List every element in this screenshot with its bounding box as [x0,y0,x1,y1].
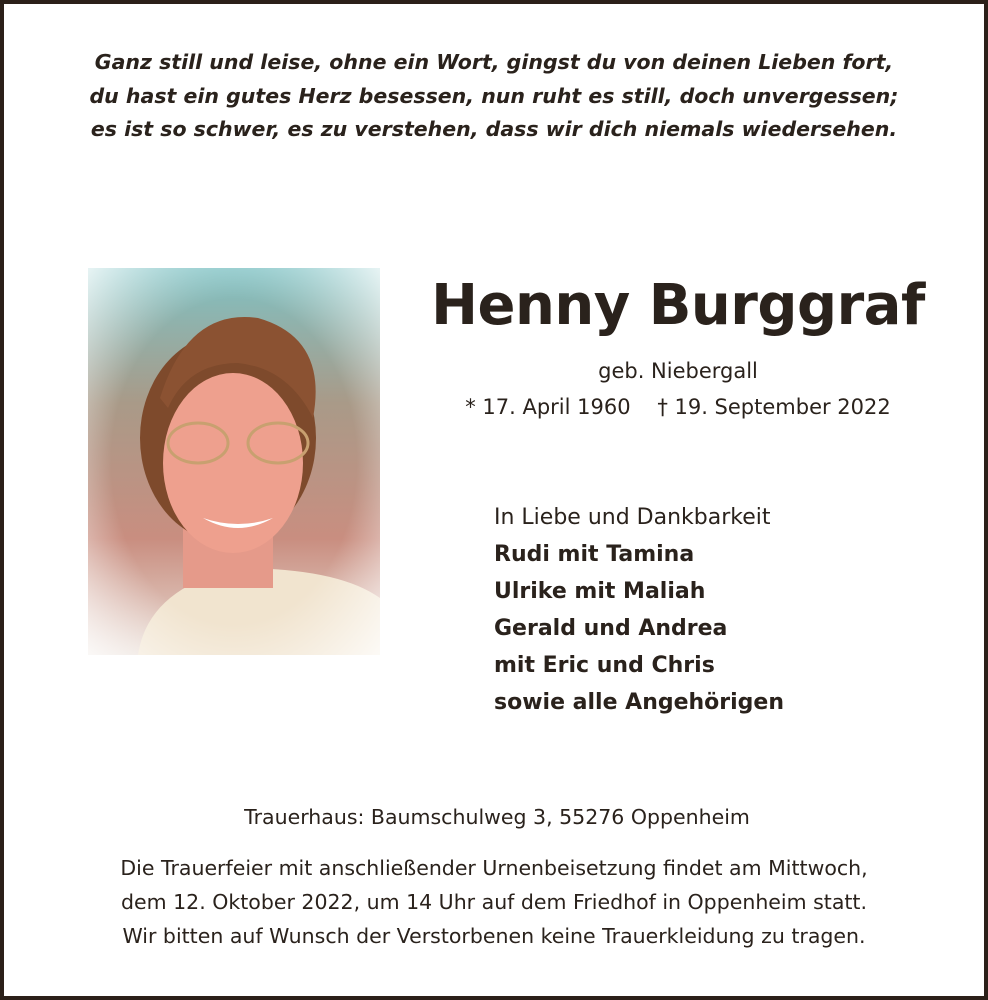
poem [0,46,988,147]
life-dates [420,353,936,425]
family-member: Ulrike mit Maliah [494,579,706,604]
poem-line: du hast ein gutes Herz besessen, nun ruht es still, doch unvergessen; [89,83,899,108]
ceremony-info [0,851,988,953]
family-intro: In Liebe und Dankbarkeit [494,505,771,530]
ceremony-line: dem 12. Oktober 2022, um 14 Uhr auf dem Friedhof in Oppenheim statt. [121,890,867,914]
birth-date: * 17. April 1960 [465,395,631,419]
poem-line: Ganz still und leise, ohne ein Wort, gingst du von deinen Lieben fort, [94,50,894,74]
family-member: mit Eric und Chris [494,653,715,678]
death-date: † 19. September 2022 [657,395,891,419]
poem-line: es ist so schwer, es zu verstehen, dass wir dich niemals wiedersehen. [90,117,898,141]
family-block [494,499,784,721]
maiden-name: geb. Niebergall [598,359,758,383]
ceremony-line: Die Trauerfeier mit anschließender Urnenbeisetzung findet am Mittwoch, [120,856,868,880]
family-member: sowie alle Angehörigen [494,690,785,715]
ceremony-line: Wir bitten auf Wunsch der Verstorbenen keine Trauerkleidung zu tragen. [122,924,866,948]
family-member: Rudi mit Tamina [494,542,695,567]
family-member: Gerald und Andrea [494,616,728,641]
mourning-house-address: Trauerhaus: Baumschulweg 3, 55276 Oppenheim [244,805,750,829]
portrait-photo [88,268,380,655]
deceased-name: Henny Burggraf [431,273,925,338]
dates-line [420,389,936,425]
